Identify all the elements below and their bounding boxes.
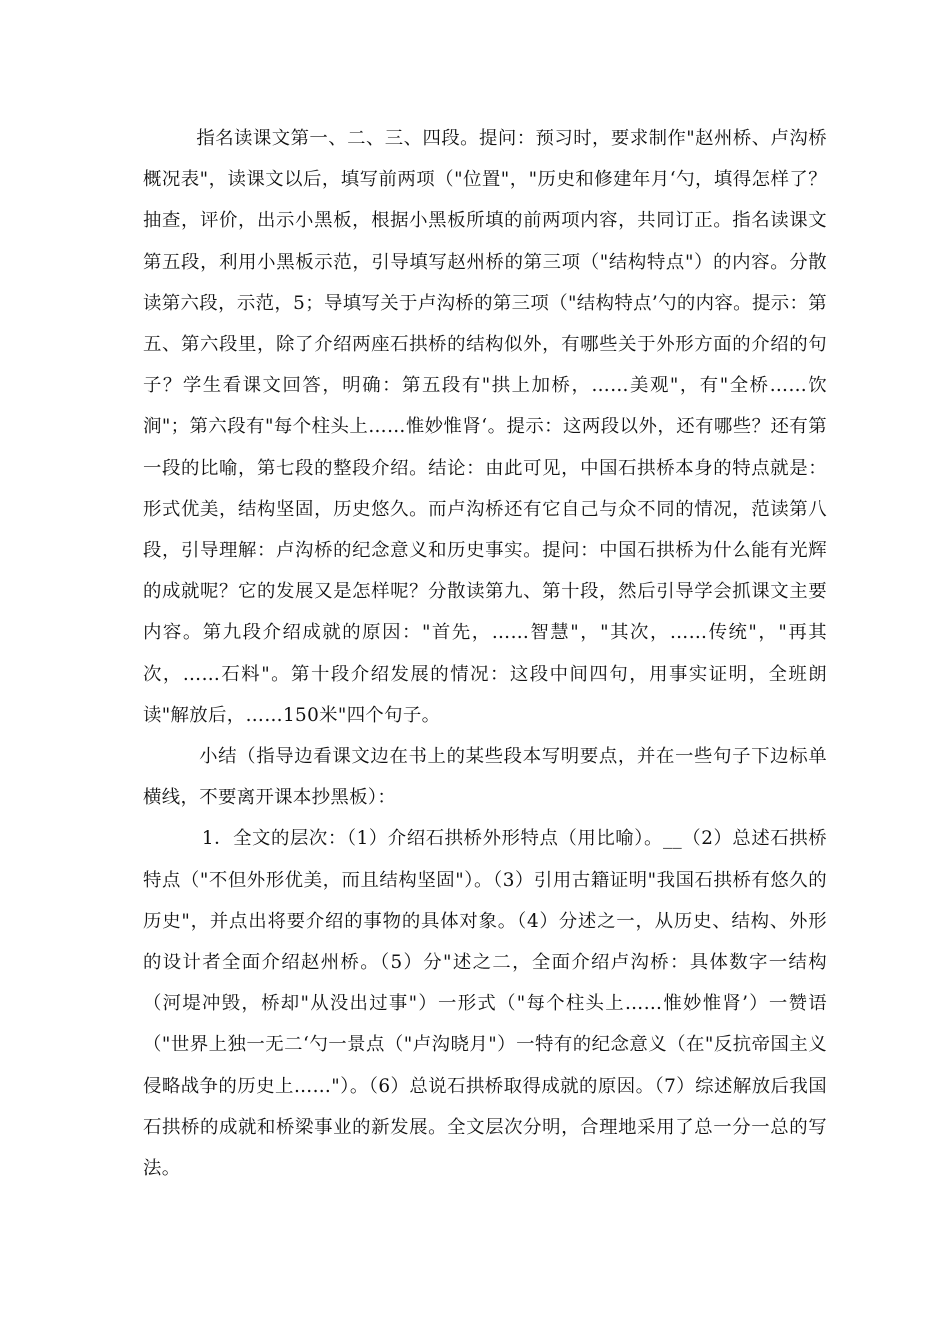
paragraph-summary-intro: 小结（指导边看课文边在书上的某些段本写明要点，并在一些句子下边标单横线，不要离开课本抄黑板）：: [143, 746, 827, 809]
document-body: [143, 118, 827, 1189]
paragraph-lesson-steps: 指名读课文第一、二、三、四段。提问：预习时，要求制作"赵州桥、卢沟桥概况表"，读课文以后，填写前两项（"位置"，"历史和修建年月‘勺，填得怎样了？抽查，评价，出示小黑板，根据小黑板所填的前两项内容，共同订正。指名读课文第五段，利用小黑板示范，引导填写赵州桥的第三项（"结构特点"）的内容。分散读第六段，示范，5；导填写关于卢沟桥的第三项（"结构特点’勺的内容。提示：第五、第六段里，除了介绍两座石拱桥的结构似外，有哪些关于外形方面的介绍的句子？学生看课文回答，明确：第五段有"拱上加桥，……美观"，有"全桥……饮涧"；第六段有"每个柱头上……惟妙惟肾‘。提示：这两段以外，还有哪些？还有第一段的比喻，第七段的整段介绍。结论：由此可见，中国石拱桥本身的特点就是：形式优美，结构坚固，历史悠久。而卢沟桥还有它自己与众不同的情况，范读第八段，引导理解：卢沟桥的纪念意义和历史事实。提问：中国石拱桥为什么能有光辉的成就呢？它的发展又是怎样呢？分散读第九、第十段，然后引导学会抓课文主要内容。第九段介绍成就的原因："首先，……智慧"，"其次，……传统"，"再其次，……石料"。第十段介绍发展的情况：这段中间四句，用事实证明，全班朗读"解放后，……150米"四个句子。: [143, 128, 827, 726]
paragraph-structure-levels: 1．全文的层次：（1）介绍石拱桥外形特点（用比喻）。__（2）总述石拱桥特点（"不但外形优美，而且结构坚固"）。（3）引用古籍证明"我国石拱桥有悠久的历史"，并点出将要介绍的事物的具体对象。（4）分述之一，从历史、结构、外形的设计者全面介绍赵州桥。（5）分"述之二，全面介绍卢沟桥：具体数字一结构（河堤冲毁，桥却"从没出过事"）一形式（"每个柱头上……惟妙惟肾’）一赞语（"世界上独一无二‘勺一景点（"卢沟晓月"）一特有的纪念意义（在"反抗帝国主义侵略战争的历史上……"）。（6）总说石拱桥取得成就的原因。（7）综述解放后我国石拱桥的成就和桥梁事业的新发展。全文层次分明，合理地采用了总一分一总的写法。: [143, 828, 827, 1180]
